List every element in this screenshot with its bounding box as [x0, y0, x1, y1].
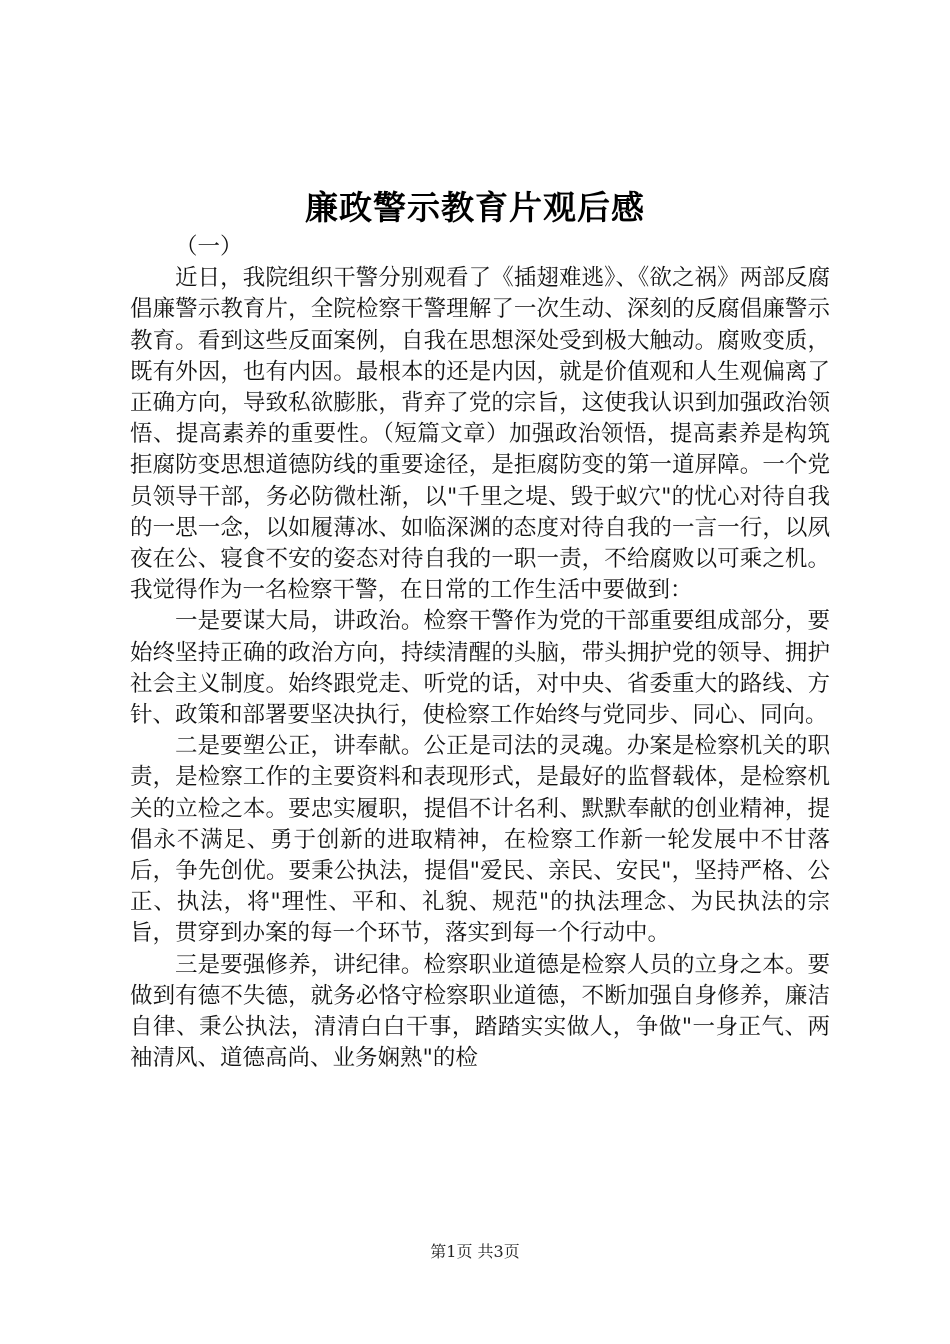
- paragraph: 近日，我院组织干警分别观看了《插翅难逃》、《欲之祸》两部反腐倡廉警示教育片，全院检察干警理解了一次生动、深刻的反腐倡廉警示教育。看到这些反面案例，自我在思想深处受到极大触动。腐败变质，既有外因，也有内因。最根本的还是内因，就是价值观和人生观偏离了正确方向，导致私欲膨胀，背弃了党的宗旨，这使我认识到加强政治领悟、提高素养的重要性。（短篇文章）加强政治领悟，提高素养是构筑拒腐防变思想道德防线的重要途径，是拒腐防变的第一道屏障。一个党员领导干部，务必防微杜渐，以"千里之堤、毁于蚁穴"的忧心对待自我的一思一念，以如履薄冰、如临深渊的态度对待自我的一言一行，以夙夜在公、寝食不安的姿态对待自我的一职一责，不给腐败以可乘之机。我觉得作为一名检察干警，在日常的工作生活中要做到：: [130, 265, 830, 604]
- document-body: [130, 232, 830, 1074]
- paragraph: 二是要塑公正，讲奉献。公正是司法的灵魂。办案是检察机关的职责，是检察工作的主要资料和表现形式，是最好的监督载体，是检察机关的立检之本。要忠实履职，提倡不计名利、默默奉献的创业精神，提倡永不满足、勇于创新的进取精神，在检察工作新一轮发展中不甘落后，争先创优。要秉公执法，提倡"爱民、亲民、安民"，坚持严格、公正、执法，将"理性、平和、礼貌、规范"的执法理念、为民执法的宗旨，贯穿到办案的每一个环节，落实到每一个行动中。: [130, 733, 830, 947]
- page-footer: 第1页 共3页: [430, 1242, 520, 1261]
- paragraph: 三是要强修养，讲纪律。检察职业道德是检察人员的立身之本。要做到有德不失德，就务必恪守检察职业道德，不断加强自身修养，廉洁自律、秉公执法，清清白白干事，踏踏实实做人，争做"一身正气、两袖清风、道德高尚、业务娴熟"的检: [130, 951, 830, 1072]
- section-marker: （一）: [175, 234, 243, 260]
- paragraph: 一是要谋大局，讲政治。检察干警作为党的干部重要组成部分，要始终坚持正确的政治方向，持续清醒的头脑，带头拥护党的领导、拥护社会主义制度。始终跟党走、听党的话，对中央、省委重大的路线、方针、政策和部署要坚决执行，使检察工作始终与党同步、同心、同向。: [130, 608, 830, 729]
- page-title: 廉政警示教育片观后感: [305, 188, 645, 227]
